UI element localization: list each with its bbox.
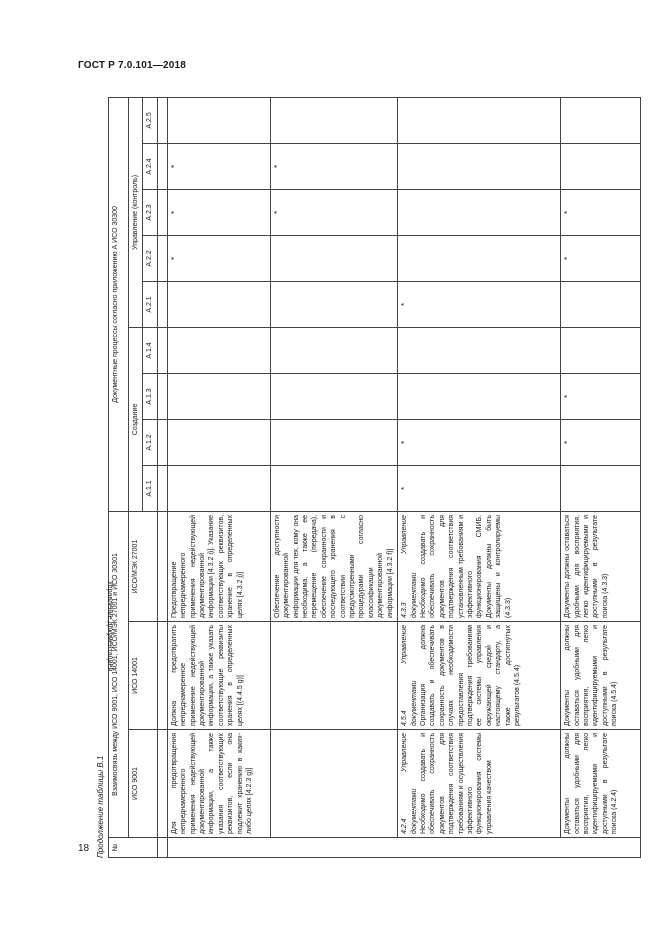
- header-number: №: [109, 838, 158, 858]
- mark-cell: [270, 419, 397, 465]
- header-code: A.2.2: [143, 235, 157, 281]
- mark-cell: [398, 143, 561, 189]
- spacer-cell: [157, 373, 167, 419]
- mark-cell: [167, 419, 270, 465]
- header-code: A.1.3: [143, 373, 157, 419]
- spacer-cell: [157, 143, 167, 189]
- clause-title: 4.5.4 Управление документами: [401, 625, 418, 726]
- page-number: 18: [78, 843, 90, 854]
- mark-asterisk: *: [561, 373, 641, 419]
- clause-title: 4.2.4 Управление документами: [401, 733, 418, 834]
- table-row: [270, 97, 397, 857]
- cell-iec27001: Обеспечение доступности документированной информации для тех, кому она необходима, а также ее перемещение (передача), обеспечение сохранности и последующего хранения в соответствии с предусмотренными процедурами согласно классификации документированной информации [4.3.2 f)]: [270, 511, 397, 621]
- rotated-table-page: [96, 98, 619, 858]
- spacer-cell: [157, 235, 167, 281]
- cell-iso14001: [270, 622, 397, 730]
- spacer-cell: [157, 838, 167, 858]
- section-label-strip: [96, 400, 116, 858]
- header-code: A.2.3: [143, 189, 157, 235]
- cell-iso14001: Документы должны оставаться удобными для восприятия, легко идентифицируемыми и доступными в результате поиска (4.5.4): [561, 622, 641, 730]
- mark-asterisk: *: [167, 189, 270, 235]
- mark-cell: [561, 465, 641, 511]
- mark-cell: [167, 327, 270, 373]
- mark-asterisk: *: [270, 143, 397, 189]
- cell-iso9001: [270, 730, 397, 838]
- header-relation: Взаимосвязь между ИСО 9001, ИСО 14001, ИСО/МЭК 27001 и ИСО 30301: [109, 511, 129, 837]
- mark-cell: [398, 235, 561, 281]
- header-code: A.1.4: [143, 327, 157, 373]
- spacer-cell: [157, 189, 167, 235]
- table-row: [167, 97, 270, 857]
- mark-cell: [561, 327, 641, 373]
- clause-text: Организация должна создавать и обеспечивать сохранность документов в случаях необходимости предоставления подтверждения требованиям ее системы управления окружающей средой и настоящему стандарту, а также достигнутых результатов (4.5.4): [419, 625, 521, 726]
- cell-iec27001: [398, 511, 561, 621]
- spacer-cell: [157, 465, 167, 511]
- mark-cell: [398, 373, 561, 419]
- cell-iso14001: [398, 622, 561, 730]
- spacer-cell: [157, 281, 167, 327]
- header-code: A.2.4: [143, 143, 157, 189]
- cell-iec27001: Предотвращение непреднамеренного применения недействующей документированной информации [4.3.2 i)]. Указание соответствующих реквизитов, хранение в определенных целях [4.3.2 j)]: [167, 511, 270, 621]
- mark-cell: [561, 281, 641, 327]
- header-iec27001: ИСО/МЭК 27001: [129, 511, 158, 621]
- spacer-cell: [157, 97, 167, 143]
- mark-asterisk: *: [167, 235, 270, 281]
- header-code: A.1.2: [143, 419, 157, 465]
- spacer-cell: [157, 730, 167, 838]
- mark-asterisk: *: [561, 419, 641, 465]
- header-group-control: Управление (контроль): [129, 97, 143, 327]
- clause-text: Необходимо создавать и обеспечивать сохранность документов для подтверждения соответствия требованиям и осуществления эффективного функционирования системы управления качеством: [419, 733, 493, 834]
- mark-cell: [167, 281, 270, 327]
- mark-cell: [270, 235, 397, 281]
- mark-cell: [270, 373, 397, 419]
- table-caption: Продолжение таблицы В.1: [96, 755, 105, 858]
- table-row: [561, 97, 641, 857]
- mark-asterisk: *: [398, 465, 561, 511]
- header-processes: Документные процессы согласно приложению А ИСО 30300: [109, 97, 129, 511]
- header-iso14001: ИСО 14001: [129, 622, 158, 730]
- clause-text: Необходимо создавать и обеспечивать сохранность документов для подтверждения соответствия установленным требованиям и эффективного функционирования СМИБ. Документы должны быть защищены и контролируемы (4.3.3): [419, 514, 512, 618]
- mark-cell: [167, 373, 270, 419]
- mark-cell: [270, 281, 397, 327]
- mark-cell: [270, 465, 397, 511]
- header-code: A.2.1: [143, 281, 157, 327]
- spacer-cell: [157, 327, 167, 373]
- mark-cell: [167, 97, 270, 143]
- mark-asterisk: *: [561, 189, 641, 235]
- cell-iso9001: Для предотвращения непреднамеренного применения недействующей документированной информации, а также указания соответствующих реквизитов, если она подлежит хранению в каких-либо целях [4.2.3 g)]: [167, 730, 270, 838]
- cell-iso9001: [398, 730, 561, 838]
- header-code: A.2.5: [143, 97, 157, 143]
- header-code: A.1.1: [143, 465, 157, 511]
- mark-asterisk: *: [398, 419, 561, 465]
- mark-cell: [561, 143, 641, 189]
- mark-cell: [561, 97, 641, 143]
- mark-asterisk: *: [167, 143, 270, 189]
- mark-asterisk: *: [270, 189, 397, 235]
- table-row: [398, 97, 561, 857]
- mark-asterisk: *: [561, 235, 641, 281]
- mark-cell: [398, 97, 561, 143]
- mark-cell: [167, 465, 270, 511]
- mark-cell: [398, 189, 561, 235]
- section-label-text: Управление документацией: [106, 580, 113, 672]
- standard-title: ГОСТ Р 7.0.101—2018: [78, 60, 187, 71]
- clause-title: 4.3.3 Управление документами: [401, 514, 418, 618]
- spacer-cell: [157, 511, 167, 621]
- mark-cell: [270, 97, 397, 143]
- relation-table: [108, 97, 641, 858]
- mark-cell: [398, 327, 561, 373]
- spacer-cell: [157, 622, 167, 730]
- header-iso9001: ИСО 9001: [129, 730, 158, 838]
- spacer-cell: [157, 419, 167, 465]
- mark-cell: [270, 327, 397, 373]
- section-label: [167, 838, 640, 858]
- mark-asterisk: *: [398, 281, 561, 327]
- cell-iso14001: Должна предотвратить непреднамеренное применение недействующей документированной информации, а также указать соответствующие реквизиты хранения в определенных целях [(4.4.5 g)]: [167, 622, 270, 730]
- cell-iec27001: Документы должны оставаться удобными для восприятия, легко идентифицируемыми и доступными в результате поиска (4.3.3): [561, 511, 641, 621]
- header-group-creation: Создание: [129, 327, 143, 511]
- cell-iso9001: Документы должны оставаться удобными для восприятия, легко идентифицируемыми и доступными в результате поиска (4.2.4): [561, 730, 641, 838]
